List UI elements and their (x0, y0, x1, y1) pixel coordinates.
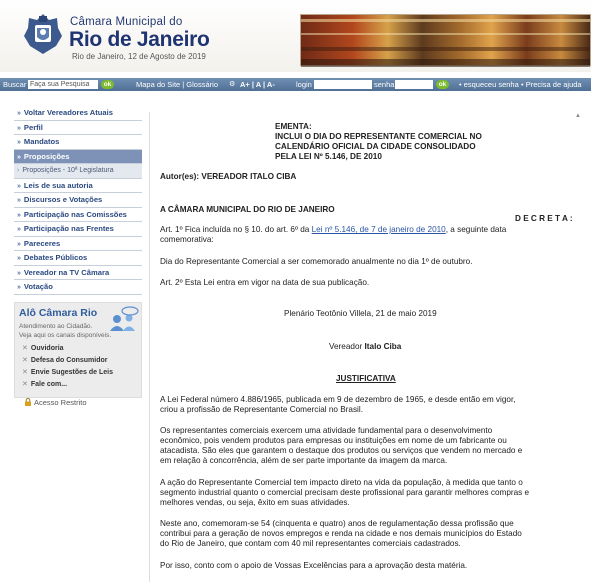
paragraph-3-line-2: segmento industrial quanto o comercial precisam deste profissional para garantir melhores compras e (160, 488, 530, 497)
sidebar-item-leis[interactable]: » Leis de sua autoria (14, 179, 142, 194)
chat-people-icon (108, 306, 140, 332)
chevron-right-icon: » (17, 211, 21, 219)
article-1-line-1: Art. 1º Fica incluída no § 10. do art. 6º da Lei nº 5.146, de 7 de janeiro de 2010, a seguinte data (160, 225, 507, 234)
org-name: Câmara Municipal do (70, 16, 183, 28)
date-line: Rio de Janeiro, 12 de Agosto de 2019 (72, 52, 206, 61)
sidebar-item-proposicoes[interactable]: » Proposições (14, 150, 142, 165)
bullet-x-icon: ✕ (22, 368, 28, 376)
alo-subtitle-2: Veja aqui os canais disponíveis. (19, 331, 112, 339)
alo-link-fale[interactable]: ✕ Fale com... (22, 380, 68, 388)
sidebar-item-frentes[interactable]: » Participação nas Frentes (14, 222, 142, 237)
chevron-right-icon: » (17, 124, 21, 132)
commemorative-day: Dia do Representante Comercial a ser comemorado anualmente no dia 1º de outubro. (160, 257, 473, 266)
sidebar-item-tv[interactable]: » Vereador na TV Câmara (14, 266, 142, 281)
paragraph-4-line-2: contribui para a geração de novos empregos e renda na cidade e nos demais municípios do Estado (160, 529, 522, 538)
chevron-right-icon: » (17, 139, 21, 146)
password-label: senha (374, 80, 395, 89)
sitemap-glossary-link[interactable]: Mapa do Site | Glossário (136, 80, 218, 89)
paragraph-2-line-4: em relação à concorrência, além de ser parte importante da imagem da marca. (160, 456, 448, 465)
help-link[interactable]: • Precisa de ajuda (521, 80, 582, 89)
sidebar-item-discursos[interactable]: » Discursos e Votações (14, 193, 142, 208)
ementa-line-2: CALENDÁRIO OFICIAL DA CIDADE CONSOLIDADO (275, 142, 476, 151)
restricted-access-link[interactable]: Acesso Restrito (24, 398, 87, 407)
sidebar-item-comissoes[interactable]: » Participação nas Comissões (14, 208, 142, 223)
chevron-right-icon: » (17, 226, 21, 233)
ementa-line-3: PELA LEI Nº 5.146, DE 2010 (275, 152, 382, 161)
sidebar (14, 106, 142, 398)
chevron-right-icon: » (17, 240, 21, 248)
paragraph-4-line-1: Neste ano, comemoram-se 54 (cinquenta e quatro) anos de regulamentação dessa profissão que (160, 519, 514, 528)
sidebar-item-mandatos[interactable]: » Mandatos (14, 135, 142, 150)
paragraph-4-line-3: do Rio de Janeiro, que contam com 40 mil representantes comerciais cadastrados. (160, 539, 461, 548)
chevron-right-icon: » (17, 182, 21, 190)
author-line: Autor(es): VEREADOR ITALO CIBA (160, 172, 297, 181)
search-go-button[interactable]: ok (101, 80, 114, 89)
law-5146-link[interactable]: Lei nº 5.146, de 7 de janeiro de 2010 (311, 225, 446, 234)
paragraph-3-line-3: melhores vendas, ou seja, êxito em suas atividades. (160, 498, 350, 507)
alo-link-sugestoes[interactable]: ✕ Envie Sugestões de Leis (22, 368, 113, 376)
paragraph-1-line-1: A Lei Federal número 4.886/1965, publicada em 9 de dezembro de 1965, e desde então em vigor, (160, 395, 516, 404)
bullet-x-icon: ✕ (22, 380, 28, 388)
forgot-password-link[interactable]: • esqueceu senha (459, 80, 519, 89)
city-name: Rio de Janeiro (69, 28, 210, 51)
chevron-right-icon: › (17, 167, 20, 174)
justificativa-heading: JUSTIFICATIVA (336, 374, 396, 383)
scroll-up-arrow-icon[interactable]: ▲ (575, 113, 581, 119)
ementa-line-1: INCLUI O DIA DO REPRESENTANTE COMERCIAL NO (275, 132, 482, 141)
sidebar-subitem-legislatura[interactable]: › Proposições - 10ª Legislatura (14, 164, 142, 179)
alo-camara-box (14, 302, 142, 398)
article-1-line-2: comemorativa: (160, 235, 214, 244)
chevron-right-icon: » (17, 269, 21, 277)
sidebar-item-votacao[interactable]: » Votação (14, 280, 142, 295)
alo-title: Alô Câmara Rio (19, 306, 98, 319)
ementa-label: EMENTA: (275, 122, 312, 131)
font-size-controls[interactable]: A+ | A | A- (240, 80, 275, 89)
chevron-right-icon: » (17, 284, 21, 291)
login-go-button[interactable]: ok (436, 80, 449, 89)
alo-link-ouvidoria[interactable]: ✕ Ouvidoria (22, 344, 64, 352)
bullet-x-icon: ✕ (22, 344, 28, 352)
paragraph-1-line-2: criou a profissão de Representante Comercial no Brasil. (160, 405, 363, 414)
chevron-right-icon: » (17, 255, 21, 262)
camara-heading: A CÂMARA MUNICIPAL DO RIO DE JANEIRO (160, 205, 335, 214)
alo-link-defesa[interactable]: ✕ Defesa do Consumidor (22, 356, 108, 364)
paragraph-3-line-1: A ação do Representante Comercial tem impacto direto na vida da população, à medida que tanto o (160, 478, 523, 487)
chevron-right-icon: » (17, 110, 21, 117)
search-input[interactable] (28, 80, 98, 89)
sidebar-item-perfil[interactable]: » Perfil (14, 121, 142, 136)
sidebar-item-back[interactable]: » Voltar Vereadores Atuais (14, 106, 142, 121)
article-2: Art. 2º Esta Lei entra em vigor na data de sua publicação. (160, 278, 370, 287)
search-label: Buscar (3, 80, 27, 89)
top-toolbar (0, 78, 591, 91)
password-input[interactable] (395, 80, 433, 89)
chevron-right-icon: » (17, 153, 21, 161)
sidebar-item-pareceres[interactable]: » Pareceres (14, 237, 142, 252)
building-banner-image (300, 14, 591, 66)
chevron-right-icon: » (17, 197, 21, 204)
decreta-heading: D E C R E T A : (515, 214, 573, 223)
accessibility-icon: ⚙ (229, 81, 236, 88)
paragraph-2-line-2: econômico, pois vendem produtos para empresas ou instituições em nome de um fabricante ou (160, 436, 507, 445)
signature-line: Vereador Italo Ciba (329, 342, 402, 351)
paragraph-2-line-3: atacadista. São eles que garantem o destaque dos produtos ou serviços que vendem no mercado e (160, 446, 523, 455)
paragraph-5-line-1: Por isso, conto com o apoio de Vossas Excelências para a aprovação desta matéria. (160, 561, 468, 570)
login-input[interactable] (314, 80, 372, 89)
plenario-date: Plenário Teotônio Villela, 21 de maio 2019 (284, 309, 437, 318)
paragraph-2-line-1: Os representantes comerciais exercem uma atividade fundamental para o desenvolvimento (160, 426, 493, 435)
bullet-x-icon: ✕ (22, 356, 28, 364)
sidebar-item-debates[interactable]: » Debates Públicos (14, 251, 142, 266)
lock-icon (24, 398, 32, 406)
coat-of-arms-logo[interactable] (22, 12, 64, 56)
document-content (149, 112, 581, 582)
login-label: login (296, 80, 312, 89)
alo-subtitle: Atendimento ao Cidadão. (19, 322, 93, 330)
site-header (0, 0, 591, 72)
